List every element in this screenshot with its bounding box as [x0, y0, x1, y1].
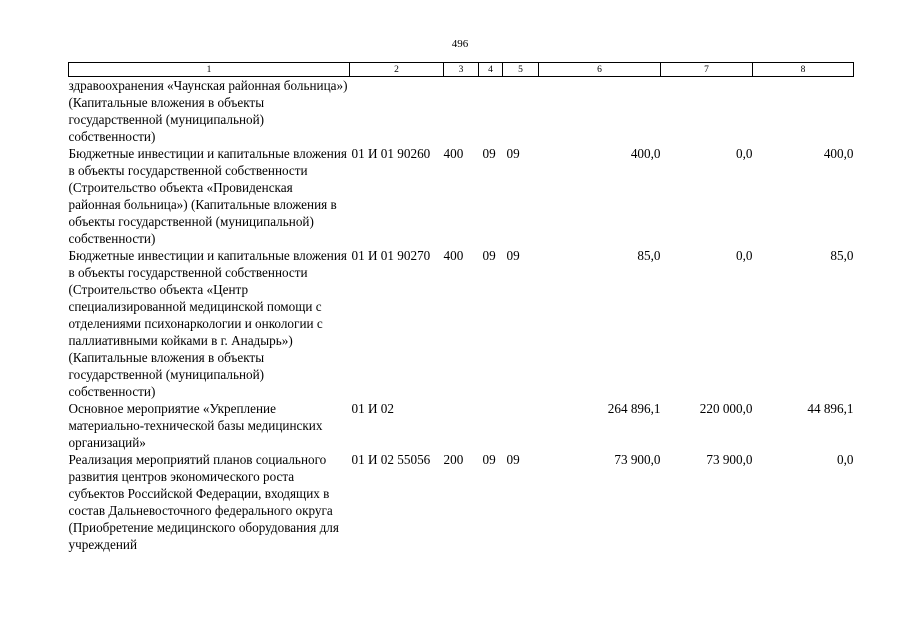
- row-target-code: 01 И 01 90260: [351, 146, 431, 161]
- row-expense-type: 400: [443, 248, 464, 263]
- header-col-1: 1: [69, 63, 350, 77]
- row-target-code: 01 И 02 55056: [351, 452, 431, 467]
- budget-table: [68, 62, 854, 553]
- row-subsection: [503, 77, 539, 146]
- row-total: 264 896,1: [607, 401, 661, 416]
- page-number: 496: [451, 38, 469, 50]
- row-section: 09: [482, 146, 496, 161]
- row-total: 400,0: [630, 146, 661, 161]
- header-row: [69, 63, 854, 77]
- row-total: 73 900,0: [614, 452, 661, 467]
- row-federal: 0,0: [736, 146, 753, 161]
- row-regional: 44 896,1: [807, 401, 854, 416]
- header-col-5: 5: [503, 63, 539, 77]
- row-section: 09: [482, 248, 496, 263]
- row-subsection: 09: [506, 452, 520, 467]
- table-row: [69, 451, 854, 553]
- header-col-8: 8: [753, 63, 854, 77]
- header-col-4: 4: [479, 63, 503, 77]
- row-regional: 400,0: [823, 146, 854, 161]
- row-subsection: [503, 400, 539, 451]
- row-section: [479, 400, 503, 451]
- row-regional: 85,0: [830, 248, 854, 263]
- row-description: Бюджетные инвестиции и капитальные вложения в объекты государственной собственности (Строительство объекта «Провиденская районная больница») (Капитальные вложения в объекты государственной (муниципальной) собственности): [68, 146, 347, 246]
- row-target-code: [350, 77, 444, 146]
- row-expense-type: [444, 400, 479, 451]
- row-description: Реализация мероприятий планов социального развития центров экономического роста субъектов Российской Федерации, входящих в состав Дальневосточного федерального округа (Приобретение медицинского оборудования для учреждений: [68, 452, 339, 552]
- row-federal: 73 900,0: [706, 452, 753, 467]
- row-total: 85,0: [637, 248, 661, 263]
- header-col-6: 6: [539, 63, 661, 77]
- row-federal: 220 000,0: [699, 401, 753, 416]
- table-body: [69, 77, 854, 554]
- row-subsection: 09: [506, 146, 520, 161]
- row-description: Основное мероприятие «Укрепление материально-технической базы медицинских организаций»: [68, 401, 323, 450]
- table-row: [69, 145, 854, 247]
- header-col-2: 2: [350, 63, 444, 77]
- row-description: Бюджетные инвестиции и капитальные вложения в объекты государственной собственности (Строительство объекта «Центр специализированной медицинской помощи с отделениями психонаркологии и онкологии с паллиативными койками в г. Анадырь») (Капитальные вложения в объекты государственной (муниципальной) собственности): [68, 248, 347, 399]
- table-row: [69, 400, 854, 451]
- row-target-code: 01 И 02: [351, 401, 394, 416]
- row-expense-type: 400: [443, 146, 464, 161]
- row-federal: 0,0: [736, 248, 753, 263]
- table-header: [69, 63, 854, 77]
- header-col-3: 3: [444, 63, 479, 77]
- table-row: [69, 247, 854, 400]
- row-regional: 0,0: [837, 452, 854, 467]
- row-target-code: 01 И 01 90270: [351, 248, 431, 263]
- row-regional: [753, 77, 854, 146]
- row-subsection: 09: [506, 248, 520, 263]
- table-row: [69, 77, 854, 146]
- row-expense-type: 200: [443, 452, 464, 467]
- row-expense-type: [444, 77, 479, 146]
- row-section: 09: [482, 452, 496, 467]
- row-description: здравоохранения «Чаунская районная больница») (Капитальные вложения в объекты государственной (муниципальной) собственности): [68, 78, 348, 144]
- row-federal: [661, 77, 753, 146]
- row-total: [539, 77, 661, 146]
- row-section: [479, 77, 503, 146]
- header-col-7: 7: [661, 63, 753, 77]
